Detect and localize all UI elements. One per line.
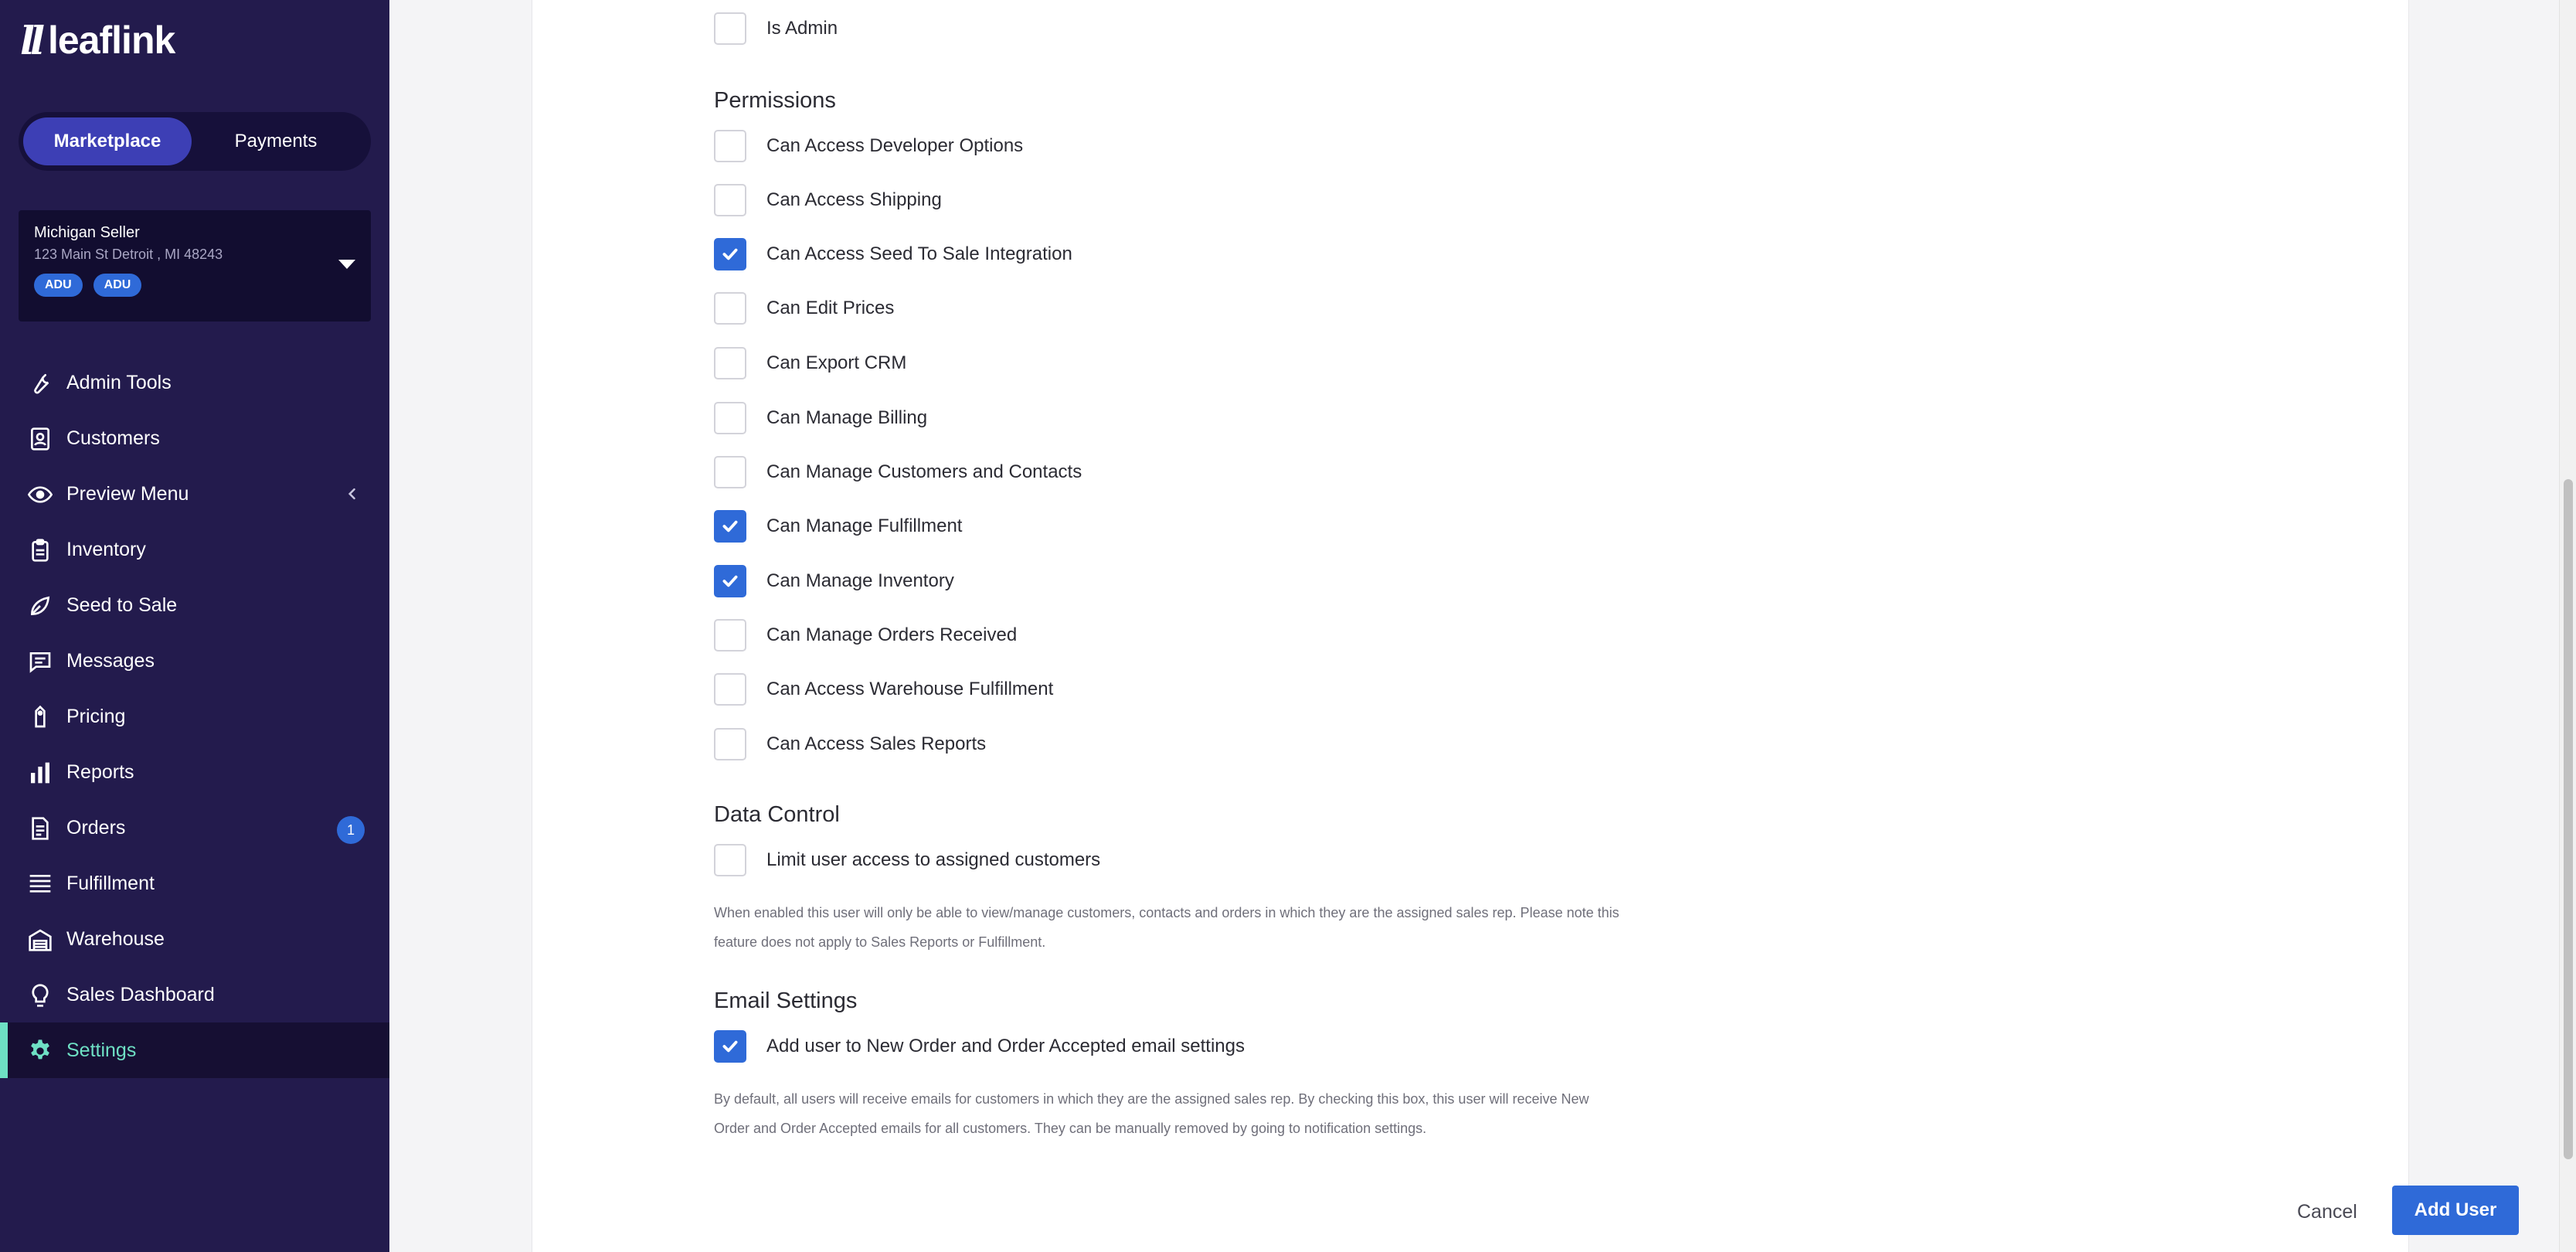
sidebar-item-preview-menu[interactable] [0,466,389,522]
permission-checkbox[interactable] [714,238,746,270]
scrollbar-thumb[interactable] [2564,479,2573,1159]
cancel-button[interactable]: Cancel [2297,1200,2357,1223]
permission-checkbox[interactable] [714,673,746,706]
checkmark-icon [720,571,740,591]
permission-checkbox[interactable] [714,619,746,652]
permission-label: Can Manage Billing [766,407,928,428]
sidebar-item-pricing[interactable] [0,689,389,744]
leaf-icon: ll [20,17,40,63]
account-address: 123 Main St Detroit , MI 48243 [34,247,223,262]
email-settings-label: Add user to New Order and Order Accepted email settings [766,1036,1245,1056]
sidebar-item-label: Orders [66,816,126,839]
permissions-heading: Permissions [714,88,836,113]
is-admin-option[interactable] [714,12,838,46]
sidebar-item-settings[interactable] [0,1022,389,1078]
checkmark-icon [720,244,740,264]
sidebar-item-label: Warehouse [66,927,165,950]
permission-item[interactable] [714,237,1072,271]
caret-down-icon[interactable] [338,260,355,269]
license-badge: ADU [93,274,142,297]
permission-item[interactable] [714,346,906,380]
permission-label: Can Export CRM [766,352,907,373]
permission-item[interactable] [714,727,986,761]
message-icon [28,649,53,674]
sidebar-item-label: Preview Menu [66,482,189,505]
sidebar-item-seed-to-sale[interactable] [0,577,389,633]
sidebar-item-label: Customers [66,427,160,449]
payments-tab[interactable]: Payments [234,131,318,151]
wrench-icon [28,371,53,396]
sidebar-item-label: Messages [66,649,155,672]
permission-label: Can Edit Prices [766,298,895,318]
scrollbar[interactable] [2559,0,2576,1252]
permission-item[interactable] [714,672,1053,706]
sidebar-item-reports[interactable] [0,744,389,800]
orders-count-badge: 1 [337,816,365,844]
is-admin-label: Is Admin [766,18,838,39]
permission-item[interactable] [714,129,1023,163]
permission-item[interactable] [714,564,954,598]
email-settings-checkbox[interactable] [714,1030,746,1063]
contact-card-icon [28,427,53,451]
warehouse-icon [28,927,53,952]
email-settings-heading: Email Settings [714,988,858,1013]
stack-icon [28,872,53,896]
permission-label: Can Access Sales Reports [766,733,987,754]
marketplace-tab[interactable]: Marketplace [23,117,192,165]
permission-checkbox[interactable] [714,292,746,325]
gear-icon [28,1039,53,1063]
account-name: Michigan Seller [34,224,140,241]
permission-item[interactable] [714,401,927,435]
main-content [389,0,2576,1252]
sidebar-item-messages[interactable] [0,633,389,689]
sidebar-item-customers[interactable] [0,410,389,466]
sidebar-item-label: Inventory [66,538,146,560]
sidebar-item-label: Settings [66,1039,137,1061]
sidebar-nav [0,355,389,1078]
sidebar-item-label: Fulfillment [66,872,155,894]
permission-label: Can Manage Inventory [766,570,954,591]
permission-label: Can Access Shipping [766,189,942,210]
permission-item[interactable] [714,509,962,543]
checkmark-icon [720,516,740,536]
logo-text: leaflink [48,19,175,62]
permission-checkbox[interactable] [714,402,746,434]
permission-checkbox[interactable] [714,565,746,597]
permission-checkbox[interactable] [714,184,746,216]
data-control-heading: Data Control [714,802,840,827]
permission-checkbox[interactable] [714,130,746,162]
permission-label: Can Access Warehouse Fulfillment [766,679,1054,699]
license-badge: ADU [34,274,83,297]
sidebar-item-warehouse[interactable] [0,911,389,967]
chevron-left-icon[interactable] [345,486,360,502]
limit-access-label: Limit user access to assigned customers [766,849,1101,870]
permission-checkbox[interactable] [714,510,746,543]
is-admin-checkbox[interactable] [714,12,746,45]
permission-label: Can Access Seed To Sale Integration [766,243,1072,264]
sidebar-item-fulfillment[interactable] [0,856,389,911]
sidebar-item-label: Admin Tools [66,371,172,393]
eye-icon [28,482,53,507]
seed-icon [28,594,53,618]
permission-item[interactable] [714,291,894,325]
sidebar-item-label: Pricing [66,705,126,727]
email-settings-help-text: By default, all users will receive emails for customers in which they are the assigned sales rep. By checking this box, this user will receive New Order and Order Accepted emails for all customers. They can be manually removed by going to notification settings. [714,1091,1589,1136]
permission-checkbox[interactable] [714,456,746,488]
lightbulb-icon [28,983,53,1008]
sidebar-item-label: Reports [66,760,134,783]
permission-label: Can Access Developer Options [766,135,1024,156]
clipboard-icon [28,538,53,563]
permission-checkbox[interactable] [714,728,746,760]
sidebar-item-admin-tools[interactable] [0,355,389,410]
permission-label: Can Manage Fulfillment [766,515,963,536]
email-settings-option[interactable] [714,1029,1245,1063]
sidebar [0,0,389,1252]
add-user-button[interactable]: Add User [2392,1186,2519,1235]
limit-access-checkbox[interactable] [714,844,746,876]
checkmark-icon [720,1036,740,1056]
document-icon [28,816,53,841]
add-user-form [532,0,2497,1252]
limit-access-option[interactable] [714,843,1100,877]
mode-switch [19,112,371,171]
sidebar-item-label: Seed to Sale [66,594,178,616]
sidebar-item-inventory[interactable] [0,522,389,577]
account-switcher[interactable] [19,210,371,322]
permission-item[interactable] [714,183,942,217]
bar-chart-icon [28,760,53,785]
data-control-help-text: When enabled this user will only be able to view/manage customers, contacts and orders in which they are the assigned sales rep. Please note this feature does not apply to Sales Reports or Fulfillment. [714,905,1619,950]
permission-label: Can Manage Orders Received [766,624,1018,645]
permission-label: Can Manage Customers and Contacts [766,461,1082,482]
sidebar-item-label: Sales Dashboard [66,983,215,1005]
permission-checkbox[interactable] [714,347,746,379]
price-tag-icon [28,705,53,730]
leaflink-logo[interactable] [20,17,175,63]
sidebar-item-orders[interactable] [0,800,389,856]
permission-item[interactable] [714,618,1017,652]
permission-item[interactable] [714,455,1082,489]
sidebar-item-sales-dashboard[interactable] [0,967,389,1022]
